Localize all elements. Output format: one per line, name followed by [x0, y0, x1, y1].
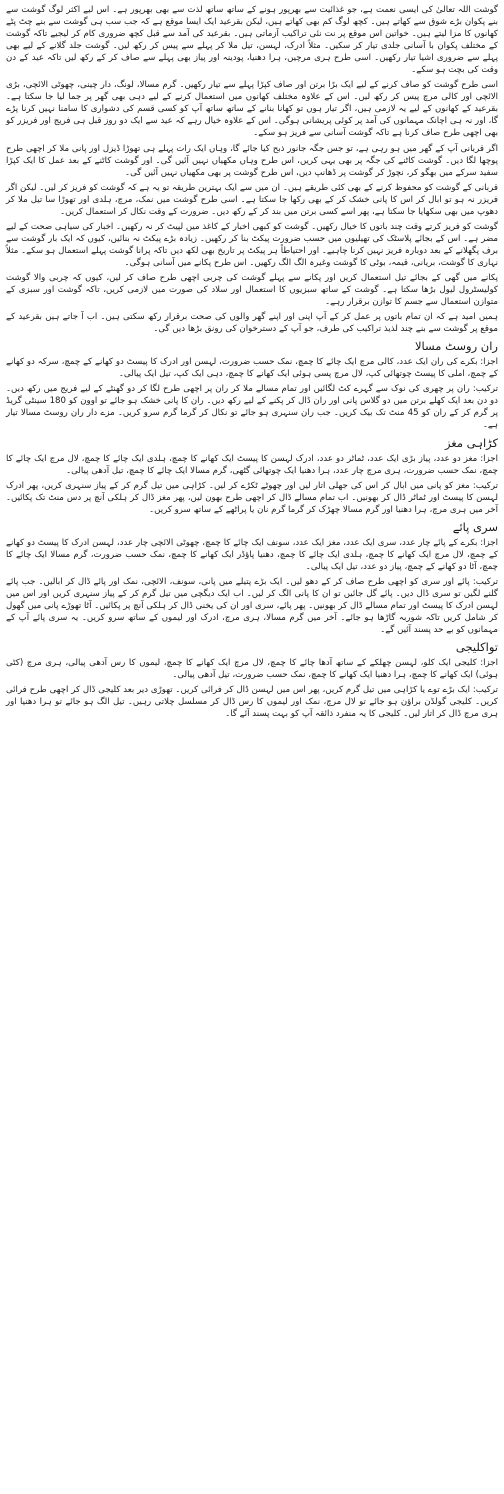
recipe-title: سری پائے: [452, 519, 498, 534]
intro-paragraph: اسی طرح گوشت کو صاف کرنے کے لیے ایک بڑا برتن اور صاف کپڑا پہلے سے تیار رکھیں۔ گرم مسالا، لونگ، دار چینی، چھوٹی الائچی، بڑی الائچی اور کالی مرچ پیس کر رکھ لیں۔ اس کے علاوہ مختلف کھانوں میں استعمال کرنے کے لیے دہی بھی گھر پر جما لیا جا سکتا ہے۔ بقرعید کے کھانوں کے لیے یہ لازمی ہیں، اگر تیار ہوں تو کھانا بنانے کے ساتھ ساتھ آپ کو کسی قسم کی دشواری کا سامنا نہیں کرنا پڑے گا، اور نہ ہی اچانک مہمانوں کی آمد پر کوئی پریشانی ہوگی۔ اس کے علاوہ خیال رہے کہ عید سے ایک دو روز قبل ہی فریج اور فریزر کو بھی اچھی طرح صاف کرنا ہے تاکہ گوشت آسانی سے فریز ہو سکے۔: [6, 80, 498, 139]
recipe-title: ران روسٹ مسالا: [414, 339, 498, 354]
recipe-method: ترکیب: ران پر چھری کی نوک سے گہرے کٹ لگائیں اور تمام مسالے ملا کر ران پر اچھی طرح لگا کر دو گھنٹے کے لیے فریج میں رکھ دیں۔ دو دن بعد ایک کھلے برتن میں دو گلاس پانی اور ران ڈال کر پکنے کے لیے رکھ دیں۔ ران کا پانی خشک ہو جائے تو اوون کو 180 سینٹی گریڈ پر گرم کر کے ران کو 45 منٹ تک بیک کریں۔ جب ران سنہری ہو جائے تو نکال کر گرما گرم سرو کریں۔ مزے دار ران روسٹ مسالا تیار ہے۔: [6, 384, 498, 431]
recipe-ingredients: اجزا: کلیجی ایک کلو، لہسن چھلکے کے ساتھ آدھا چائے کا چمچ، لال مرچ ایک کھانے کا چمچ، لیموں کا رس آدھی پیالی، ہری مرچ (کٹی ہوئی) ایک کھانے کا چمچ، ہرا دھنیا ایک کھانے کا چمچ، نمک حسب ضرورت، تیل آدھی پیالی۔: [6, 658, 498, 681]
recipe-ran-roast: [6, 339, 498, 431]
recipe-ingredients: اجزا: بکرے کے پائے چار عدد، سری ایک عدد، مغز ایک عدد، سونف ایک چائے کا چمچ، چھوٹی الائچی چار عدد، لہسن ادرک کا پیسٹ دو کھانے کے چمچ، لال مرچ ایک کھانے کا چمچ، ہلدی ایک چائے کا چمچ، دھنیا پاؤڈر ایک کھانے کا چمچ، نمک حسب ضرورت، گرم مسالا ایک چائے کا چمچ، آٹا دو کھانے کے چمچ، پیاز دو عدد، تیل ایک پیالی۔: [6, 537, 498, 572]
recipe-tawa-kaleji: [6, 640, 498, 720]
recipe-ingredients: اجزا: بکرے کی ران ایک عدد، کالی مرچ ایک چائے کا چمچ، نمک حسب ضرورت، لہسن اور ادرک کا پیسٹ دو کھانے کے چمچ، سرکہ دو کھانے کے چمچ، املی کا پیسٹ چوتھائی کپ، لال مرچ پسی ہوئی ایک کھانے کا چمچ، دہی ایک کپ، تیل ایک پیالی۔: [6, 357, 498, 380]
recipe-ingredients: اجزا: مغز دو عدد، پیاز بڑی ایک عدد، ٹماٹر دو عدد، ادرک لہسن کا پیسٹ ایک کھانے کا چمچ، ہلدی ایک چائے کا چمچ، لال مرچ ایک چائے کا چمچ، نمک حسب ضرورت، ہری مرچ چار عدد، ہرا دھنیا ایک چوتھائی گٹھی، گرم مسالا ایک چائے کا چمچ، تیل آدھی پیالی۔: [6, 453, 498, 476]
recipe-karahi-maghaz: [6, 436, 498, 516]
intro-paragraph: پکانے میں گھی کے بجائے تیل استعمال کریں اور پکانے سے پہلے گوشت کی چربی اچھی طرح صاف کر لیں، کیوں کہ چربی والا گوشت کولیسٹرول لیول بڑھا سکتا ہے۔ گوشت کے ساتھ سبزیوں کا استعمال اور سلاد کی صورت میں لازمی کریں، تاکہ گوشت اور سبزی کے متوازن استعمال سے جسم کا توازن برقرار رہے۔: [6, 272, 498, 308]
intro-paragraph: گوشت کو فریز کرتے وقت چند باتوں کا خیال رکھیں۔ گوشت کو کبھی اخبار کے کاغذ میں لپیٹ کر نہ رکھیں۔ اخبار کی سیاہی صحت کے لیے مضر ہے۔ اس کے بجائے پلاسٹک کی تھیلیوں میں حسب ضرورت پیکٹ بنا کر رکھیں۔ زیادہ بڑے پیکٹ نہ بنائیں، کیوں کہ ایک بار گوشت سے برف پگھلانے کے بعد دوبارہ فریز نہیں کرنا چاہیے۔ اور احتیاطاً ہر پیکٹ پر تاریخ بھی لکھ دیں تاکہ پرانا گوشت پہلے استعمال ہو سکے۔ مثلاً نہاری کا گوشت، بریانی، قیمہ، بوٹی کا گوشت وغیرہ الگ الگ رکھیں۔ اس طرح پکانے میں آسانی ہوگی۔: [6, 221, 498, 268]
intro-paragraph: گوشت اللہ تعالیٰ کی ایسی نعمت ہے، جو غذائیت سے بھرپور ہونے کے ساتھ ساتھ لذت سے بھی بھرپور ہے۔ اس لیے اکثر لوگ گوشت سے بنے پکوان بڑے شوق سے کھاتے ہیں۔ کچھ لوگ کم بھی کھاتے ہیں، لیکن بقرعید ایک ایسا موقع ہے کہ جب سب ہی گوشت سے بنے چٹ پٹے کھانوں کا مزا لیتے ہیں۔ خواتین اس موقع پر نت نئی تراکیب آزماتی ہیں۔ بقرعید کی آمد سے قبل کچھ ضروری کام کر لیجیے تاکہ گوشت کے مختلف پکوان با آسانی جلدی تیار کر سکیں۔ مثلاً ادرک، لہسن، تیل ملا کر پہلے سے پیس کر رکھ لیں۔ گوشت جلد گلانے کے لیے بھی پہلے سے ضروری اشیا تیار رکھیں۔ اسی طرح ہری مرچیں، ہرا دھنیا، پودینہ اور پیاز بھی پہلے سے صاف کر کے رکھ لیں تاکہ عید کے دن وقت کی بچت ہو سکے۔: [6, 5, 498, 76]
recipe-siri-paye: [6, 520, 498, 636]
recipe-title: تواکلیجی: [455, 640, 498, 655]
recipe-method: ترکیب: مغز کو پانی میں ابال کر اس کی جھلی اتار لیں اور چھوٹے ٹکڑے کر لیں۔ کڑاہی میں تیل گرم کر کے پیاز سنہری کریں، پھر ادرک لہسن کا پیسٹ اور ٹماٹر ڈال کر بھونیں۔ اب تمام مسالے ڈال کر اچھی طرح بھون لیں، پھر مغز ڈال کر ہلکی آنچ پر دس منٹ تک پکائیں۔ آخر میں ہری مرچ، ہرا دھنیا اور گرم مسالا چھڑک کر گرما گرم نان یا پراٹھے کے ساتھ سرو کریں۔: [6, 480, 498, 515]
recipe-method: ترکیب: پائے اور سری کو اچھی طرح صاف کر کے دھو لیں۔ ایک بڑے پتیلے میں پانی، سونف، الائچی، نمک اور پائے ڈال کر ابالیں۔ جب پائے گلنے لگیں تو سری ڈال دیں۔ پائے گل جائیں تو ان کا پانی الگ کر لیں۔ اب ایک دیگچی میں تیل گرم کر کے پیاز سنہری کریں اور اس میں لہسن ادرک کا پیسٹ اور تمام مسالے ڈال کر بھونیں۔ پھر پائے، سری اور ان کی یخنی ڈال کر ہلکی آنچ پر پکائیں۔ آٹا تھوڑے پانی میں گھول کر شامل کریں تاکہ شوربہ گاڑھا ہو جائے۔ آخر میں گرم مسالا، ہری مرچ، ادرک اور لیموں کے ساتھ سرو کریں۔ یہ سری پائے آپ کے مہمانوں کو بے حد پسند آئیں گے۔: [6, 576, 498, 636]
recipe-method: ترکیب: ایک بڑے توے یا کڑاہی میں تیل گرم کریں، پھر اس میں لہسن ڈال کر فرائی کریں۔ تھوڑی دیر بعد کلیجی ڈال کر اچھی طرح فرائی کریں۔ کلیجی گولڈن براؤن ہو جائے تو لال مرچ، نمک اور لیموں کا رس ڈال کر مسلسل چلاتی رہیں۔ تیل الگ ہو جائے تو ہرا دھنیا اور ہری مرچ ڈال کر اتار لیں۔ کلیجی کا یہ منفرد ذائقہ آپ کو بہت پسند آئے گا۔: [6, 685, 498, 720]
recipe-title: کڑاہی مغز: [444, 435, 498, 450]
intro-paragraph: قربانی کے گوشت کو محفوظ کرنے کے بھی کئی طریقے ہیں۔ ان میں سے ایک بہترین طریقہ تو یہ ہے کہ گوشت کو فریز کر لیں۔ لیکن اگر فریزر نہ ہو تو ابال کر اس کا پانی خشک کر کے بھی رکھا جا سکتا ہے۔ اسی طرح گوشت میں نمک، مرچ، ہلدی اور تھوڑا سا تیل ملا کر دھوپ میں بھی سکھایا جا سکتا ہے، پھر اسے کسی برتن میں بند کر کے رکھ دیں۔ ضرورت کے وقت نکال کر استعمال کریں۔: [6, 182, 498, 217]
intro-paragraph: ہمیں امید ہے کہ ان تمام باتوں پر عمل کر کے آپ اپنی اور اپنے گھر والوں کی صحت برقرار رکھ سکتی ہیں۔ اب آ جاتے ہیں بقرعید کے موقع پر گوشت سے بنے چند لذیذ تراکیب کی طرف، جو آپ کے دسترخوان کی رونق بڑھا دیں گی۔: [6, 312, 498, 335]
intro-paragraph: اگر قربانی آپ کے گھر میں ہو رہی ہے، تو جس جگہ جانور ذبح کیا جائے گا، وہاں ایک رات پہلے ہی تھوڑا ڈیزل اور پانی ملا کر اچھی طرح پوچھا لگا دیں۔ گوشت کاٹنے کی جگہ پر بھی یہی کریں، اس طرح وہاں مکھیاں نہیں آئیں گی۔ اور گوشت کاٹنے کے بعد عمل کا ایک کپڑا سفید سرکے میں بھگو کر، نچوڑ کر گوشت پر ڈھانپ دیں، اس طرح گوشت پر بھی مکھیاں نہیں آئیں گی۔: [6, 143, 498, 178]
